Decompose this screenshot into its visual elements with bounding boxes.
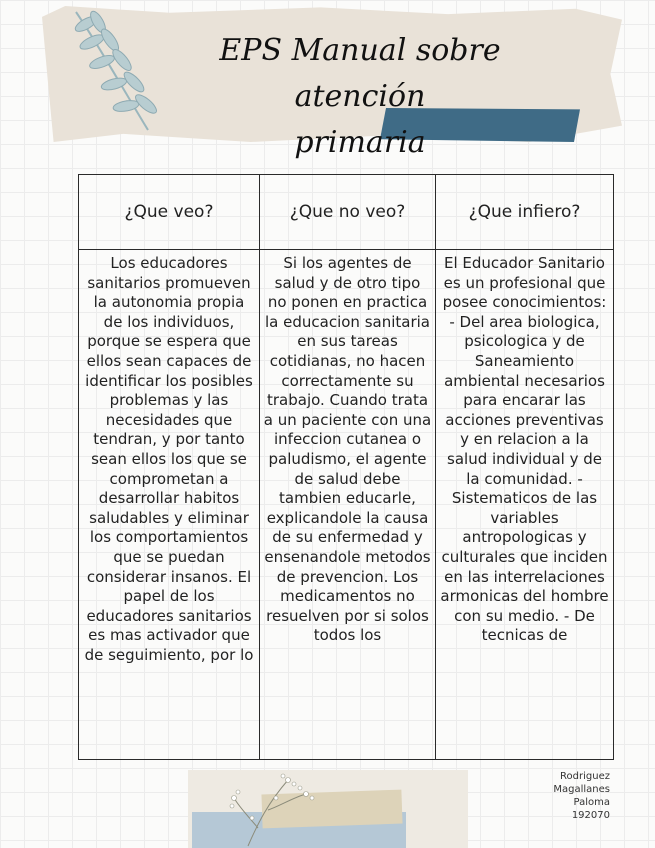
cell-que-infiero bbox=[436, 250, 614, 760]
reflection-table bbox=[78, 174, 614, 760]
cell-text-que-infiero: El Educador Sanitario es un profesional que posee conocimientos: - Del area biologica, psicologica y de Saneamiento ambiental necesarios para encarar las acciones preventivas y en relacion a la salud individual y de la comunidad. - Sistematicos de las variables antropologicas y culturales que inciden en las interrelaciones armonicas del hombre con su medio. - De tecnicas de bbox=[440, 254, 609, 645]
cell-que-veo bbox=[79, 250, 260, 760]
table-row bbox=[79, 250, 614, 760]
author-surname-2: Magallanes bbox=[553, 784, 610, 795]
cell-que-no-veo bbox=[260, 250, 436, 760]
page-title bbox=[150, 28, 570, 166]
title-line-2: primaria bbox=[294, 125, 426, 160]
table-header-row bbox=[79, 175, 614, 250]
title-line-1: EPS Manual sobre atención bbox=[219, 33, 501, 114]
author-first-name: Paloma bbox=[573, 797, 610, 808]
author-student-id: 192070 bbox=[571, 810, 610, 821]
cell-text-que-veo: Los educadores sanitarios promueven la autonomia propia de los individuos, porque se espera que ellos sean capaces de identificar los posibles problemas y las necesidades que tendran, y por tanto sean ellos los que se comprometan a desarrollar habitos saludables y eliminar los comportamientos que se puedan considerar insanos. El papel de los educadores sanitarios es mas activador que de seguimiento, por lo bbox=[84, 254, 254, 664]
column-header-que-veo: ¿Que veo? bbox=[79, 175, 260, 250]
author-surname-1: Rodriguez bbox=[560, 771, 610, 782]
column-header-que-infiero: ¿Que infiero? bbox=[436, 175, 614, 250]
cell-text-que-no-veo: Si los agentes de salud y de otro tipo no ponen en practica la educacion sanitaria en sus tareas cotidianas, no hacen correctamente su trabajo. Cuando trata a un paciente con una infeccion cutanea o paludismo, el agente de salud debe tambien educarle, explicandole la causa de su enfermedad y ensenandole metodos de prevencion. Los medicamentos no resuelven por si solos todos los bbox=[263, 254, 432, 645]
column-header-que-no-veo: ¿Que no veo? bbox=[260, 175, 436, 250]
flower-sprig-icon bbox=[228, 768, 318, 848]
author-signature bbox=[500, 770, 610, 822]
